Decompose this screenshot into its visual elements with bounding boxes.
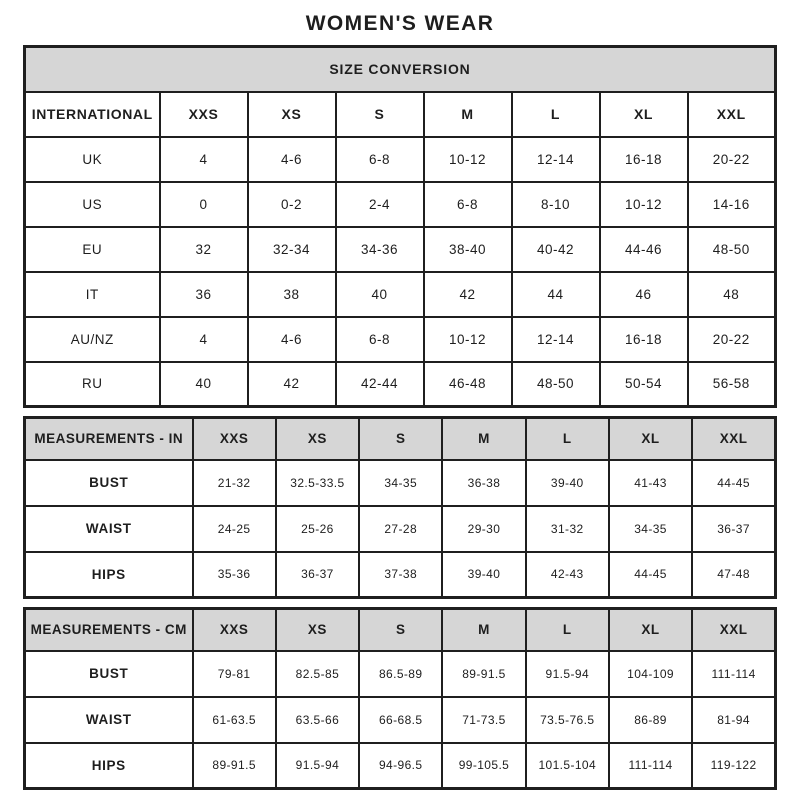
value-cell: 4 [160,137,248,182]
table-row [25,137,776,182]
row-label: WAIST [25,506,193,552]
value-cell: 34-36 [336,227,424,272]
table-row [25,227,776,272]
value-cell: 10-12 [424,317,512,362]
value-cell: 47-48 [692,552,775,598]
size-header-cell: XXL [692,609,775,651]
value-cell: 48 [688,272,776,317]
value-cell: 4-6 [248,317,336,362]
value-cell: 91.5-94 [276,743,359,789]
value-cell: 12-14 [512,317,600,362]
value-cell: 48-50 [688,227,776,272]
table-row [25,460,776,506]
size-header-cell: XS [248,92,336,137]
value-cell: 46-48 [424,362,512,407]
measurements-cm-header-row [25,609,776,651]
value-cell: 12-14 [512,137,600,182]
size-conversion-header-row [25,92,776,137]
value-cell: 89-91.5 [193,743,276,789]
table-row [25,697,776,743]
row-label: BUST [25,460,193,506]
value-cell: 4 [160,317,248,362]
value-cell: 31-32 [526,506,609,552]
size-header-cell: S [359,418,442,460]
value-cell: 111-114 [692,651,775,697]
size-conversion-band-row [25,47,776,92]
size-header-cell: S [336,92,424,137]
row-label: BUST [25,651,193,697]
size-header-cell: XL [609,418,692,460]
measurements-in-header-row [25,418,776,460]
value-cell: 34-35 [609,506,692,552]
value-cell: 35-36 [193,552,276,598]
value-cell: 61-63.5 [193,697,276,743]
size-header-cell: XS [276,418,359,460]
table-row [25,317,776,362]
value-cell: 71-73.5 [442,697,525,743]
value-cell: 38-40 [424,227,512,272]
measurements-cm-table [23,607,777,790]
value-cell: 36 [160,272,248,317]
measurements-in-table [23,416,777,599]
size-header-cell: XXS [193,609,276,651]
value-cell: 32 [160,227,248,272]
row-label: IT [25,272,160,317]
size-conversion-body [25,137,776,407]
value-cell: 91.5-94 [526,651,609,697]
value-cell: 6-8 [336,317,424,362]
value-cell: 6-8 [424,182,512,227]
value-cell: 24-25 [193,506,276,552]
value-cell: 50-54 [600,362,688,407]
value-cell: 44-45 [609,552,692,598]
size-header-cell: INTERNATIONAL [25,92,160,137]
value-cell: 10-12 [424,137,512,182]
table-row [25,272,776,317]
table-row [25,743,776,789]
value-cell: 42-43 [526,552,609,598]
value-cell: 14-16 [688,182,776,227]
value-cell: 104-109 [609,651,692,697]
value-cell: 111-114 [609,743,692,789]
size-header-cell: XXL [692,418,775,460]
value-cell: 37-38 [359,552,442,598]
value-cell: 41-43 [609,460,692,506]
value-cell: 8-10 [512,182,600,227]
size-header-cell: XS [276,609,359,651]
value-cell: 48-50 [512,362,600,407]
value-cell: 34-35 [359,460,442,506]
table-row [25,362,776,407]
value-cell: 39-40 [442,552,525,598]
row-label: UK [25,137,160,182]
size-header-cell: MEASUREMENTS - CM [25,609,193,651]
size-header-cell: XL [609,609,692,651]
row-label: HIPS [25,552,193,598]
row-label: HIPS [25,743,193,789]
value-cell: 25-26 [276,506,359,552]
size-header-cell: M [424,92,512,137]
table-row [25,651,776,697]
table-row [25,182,776,227]
size-header-cell: L [512,92,600,137]
value-cell: 39-40 [526,460,609,506]
size-header-cell: L [526,609,609,651]
value-cell: 38 [248,272,336,317]
value-cell: 32-34 [248,227,336,272]
value-cell: 66-68.5 [359,697,442,743]
size-conversion-table [23,45,777,408]
value-cell: 36-37 [276,552,359,598]
value-cell: 29-30 [442,506,525,552]
size-header-cell: XXS [193,418,276,460]
value-cell: 94-96.5 [359,743,442,789]
row-label: US [25,182,160,227]
value-cell: 81-94 [692,697,775,743]
size-header-cell: S [359,609,442,651]
value-cell: 6-8 [336,137,424,182]
row-label: RU [25,362,160,407]
value-cell: 56-58 [688,362,776,407]
value-cell: 36-37 [692,506,775,552]
value-cell: 16-18 [600,317,688,362]
value-cell: 42 [248,362,336,407]
size-header-cell: XL [600,92,688,137]
value-cell: 2-4 [336,182,424,227]
value-cell: 63.5-66 [276,697,359,743]
value-cell: 119-122 [692,743,775,789]
value-cell: 42 [424,272,512,317]
row-label: EU [25,227,160,272]
value-cell: 40-42 [512,227,600,272]
value-cell: 86.5-89 [359,651,442,697]
value-cell: 99-105.5 [442,743,525,789]
value-cell: 82.5-85 [276,651,359,697]
measurements-in-body [25,460,776,598]
value-cell: 16-18 [600,137,688,182]
table-row [25,506,776,552]
size-header-cell: MEASUREMENTS - IN [25,418,193,460]
value-cell: 44-45 [692,460,775,506]
value-cell: 44 [512,272,600,317]
value-cell: 40 [160,362,248,407]
size-conversion-title: SIZE CONVERSION [25,47,776,92]
value-cell: 4-6 [248,137,336,182]
value-cell: 36-38 [442,460,525,506]
value-cell: 0 [160,182,248,227]
size-header-cell: XXL [688,92,776,137]
table-row [25,552,776,598]
measurements-cm-body [25,651,776,789]
value-cell: 27-28 [359,506,442,552]
size-header-cell: L [526,418,609,460]
value-cell: 40 [336,272,424,317]
value-cell: 0-2 [248,182,336,227]
value-cell: 20-22 [688,317,776,362]
value-cell: 86-89 [609,697,692,743]
value-cell: 10-12 [600,182,688,227]
size-header-cell: M [442,418,525,460]
size-header-cell: XXS [160,92,248,137]
value-cell: 21-32 [193,460,276,506]
row-label: WAIST [25,697,193,743]
size-header-cell: M [442,609,525,651]
page-title: WOMEN'S WEAR [305,12,495,35]
value-cell: 79-81 [193,651,276,697]
value-cell: 73.5-76.5 [526,697,609,743]
value-cell: 44-46 [600,227,688,272]
row-label: AU/NZ [25,317,160,362]
value-cell: 20-22 [688,137,776,182]
value-cell: 101.5-104 [526,743,609,789]
value-cell: 32.5-33.5 [276,460,359,506]
value-cell: 89-91.5 [442,651,525,697]
value-cell: 46 [600,272,688,317]
value-cell: 42-44 [336,362,424,407]
